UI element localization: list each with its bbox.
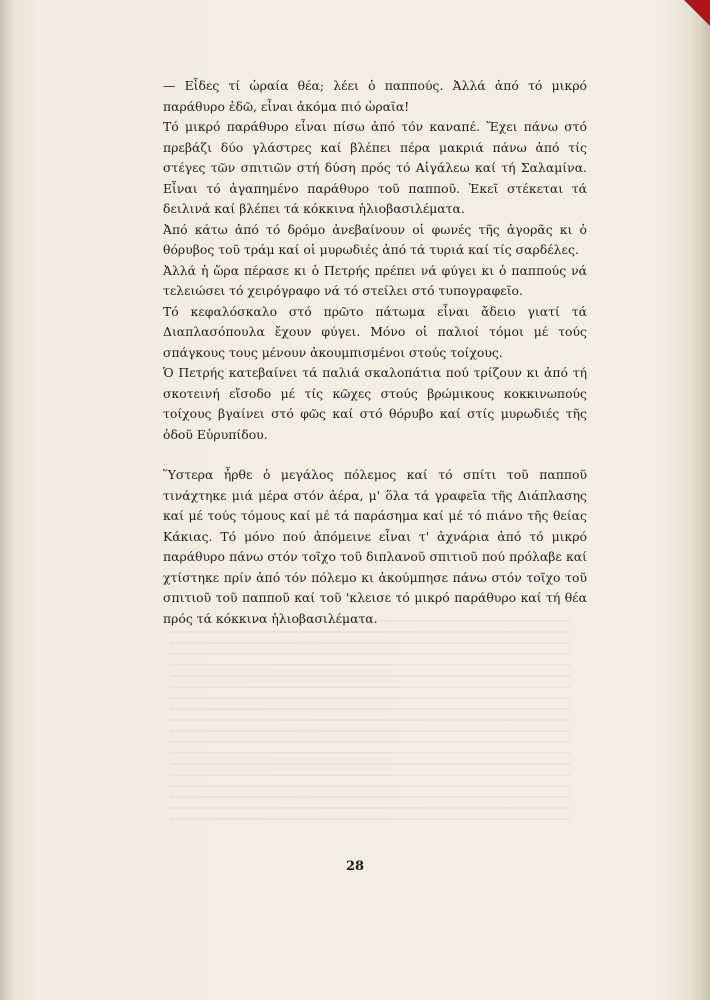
paragraph-7: Ὕστερα ἦρθε ὁ μεγάλος πόλεμος καί τό σπίτι τοῦ παπποῦ τινάχτηκε μιά μέρα στόν ἀέρα, μ' ὅλα τά γραφεῖα τῆς Διάπλασης καί μέ τούς τόμους καί μέ τά παράσημα καί μέ τό πιάνο τῆς θείας Κάκιας. Τό μόνο πού ἀπόμεινε εἶναι τ' ἀχνάρια ἀπό τό μικρό παράθυρο πάνω στόν τοῖχο τοῦ διπλανοῦ σπιτιοῦ πού πρόλαβε καί χτίστηκε πρίν ἀπό τόν πόλεμο κι ἀκούμπησε πάνω στόν τοῖχο τοῦ σπιτιοῦ τοῦ παπποῦ καί τοῦ 'κλεισε τό μικρό παράθυρο καί τή θέα πρός τά κόκκινα ἡλιοβασιλέματα. bbox=[163, 467, 587, 626]
paragraph-3: Ἀπό κάτω ἀπό τό δρόμο ἀνεβαίνουν οἱ φωνές τῆς ἀγορᾶς κι ὁ θόρυβος τοῦ τράμ καί οἱ μυρωδιές ἀπό τά τυριά καί τίς σαρδέλες. bbox=[163, 221, 587, 257]
paragraph-2: Τό μικρό παράθυρο εἶναι πίσω ἀπό τόν καναπέ. Ἔχει πάνω στό πρεβάζι δύο γλάστρες καί βλέπει πέρα μακριά πάνω ἀπό τίς στέγες τῶν σπιτιῶν στή δύση πρός τό Αἰγάλεω καί τή Σαλαμίνα. Εἶναι τό ἀγαπημένο παράθυρο τοῦ παπποῦ. Ἐκεῖ στέκεται τά δειλινά καί βλέπει τά κόκκινα ἡλιοβασιλέματα. bbox=[163, 119, 587, 216]
section-gap bbox=[163, 445, 587, 465]
body-text bbox=[163, 76, 587, 629]
page-number: 28 bbox=[345, 859, 365, 874]
paragraph-5: Τό κεφαλόσκαλο στό πρῶτο πάτωμα εἶναι ἄδειο γιατί τά Διαπλασόπουλα ἔχουν φύγει. Μόνο οἱ παλιοί τόμοι μέ τούς σπάγκους τους μένουν ἀκουμπισμένοι στούς τοίχους. bbox=[163, 303, 587, 360]
page-edge bbox=[698, 0, 710, 1000]
paragraph-1: — Εἶδες τί ὡραία θέα; λέει ὁ παππούς. Ἀλλά ἀπό τό μικρό παράθυρο ἐδῶ, εἶναι ἀκόμα πιό ὡραῖα! bbox=[163, 78, 587, 114]
paragraph-4: Ἀλλά ἡ ὥρα πέρασε κι ὁ Πετρής πρέπει νά φύγει κι ὁ παππούς νά τελειώσει τό χειρόγραφο νά τό στείλει στό τυπογραφεῖο. bbox=[163, 262, 587, 298]
show-through bbox=[170, 620, 570, 820]
paragraph-6: Ὁ Πετρής κατεβαίνει τά παλιά σκαλοπάτια πού τρίζουν κι ἀπό τή σκοτεινή εἴσοδο μέ τίς κῶχες στούς βρώμικους κοκκινωπούς τοίχους βγαίνει στό φῶς καί στό θόρυβο καί στίς μυρωδιές τῆς ὁδοῦ Εὐρυπίδου. bbox=[163, 365, 587, 442]
